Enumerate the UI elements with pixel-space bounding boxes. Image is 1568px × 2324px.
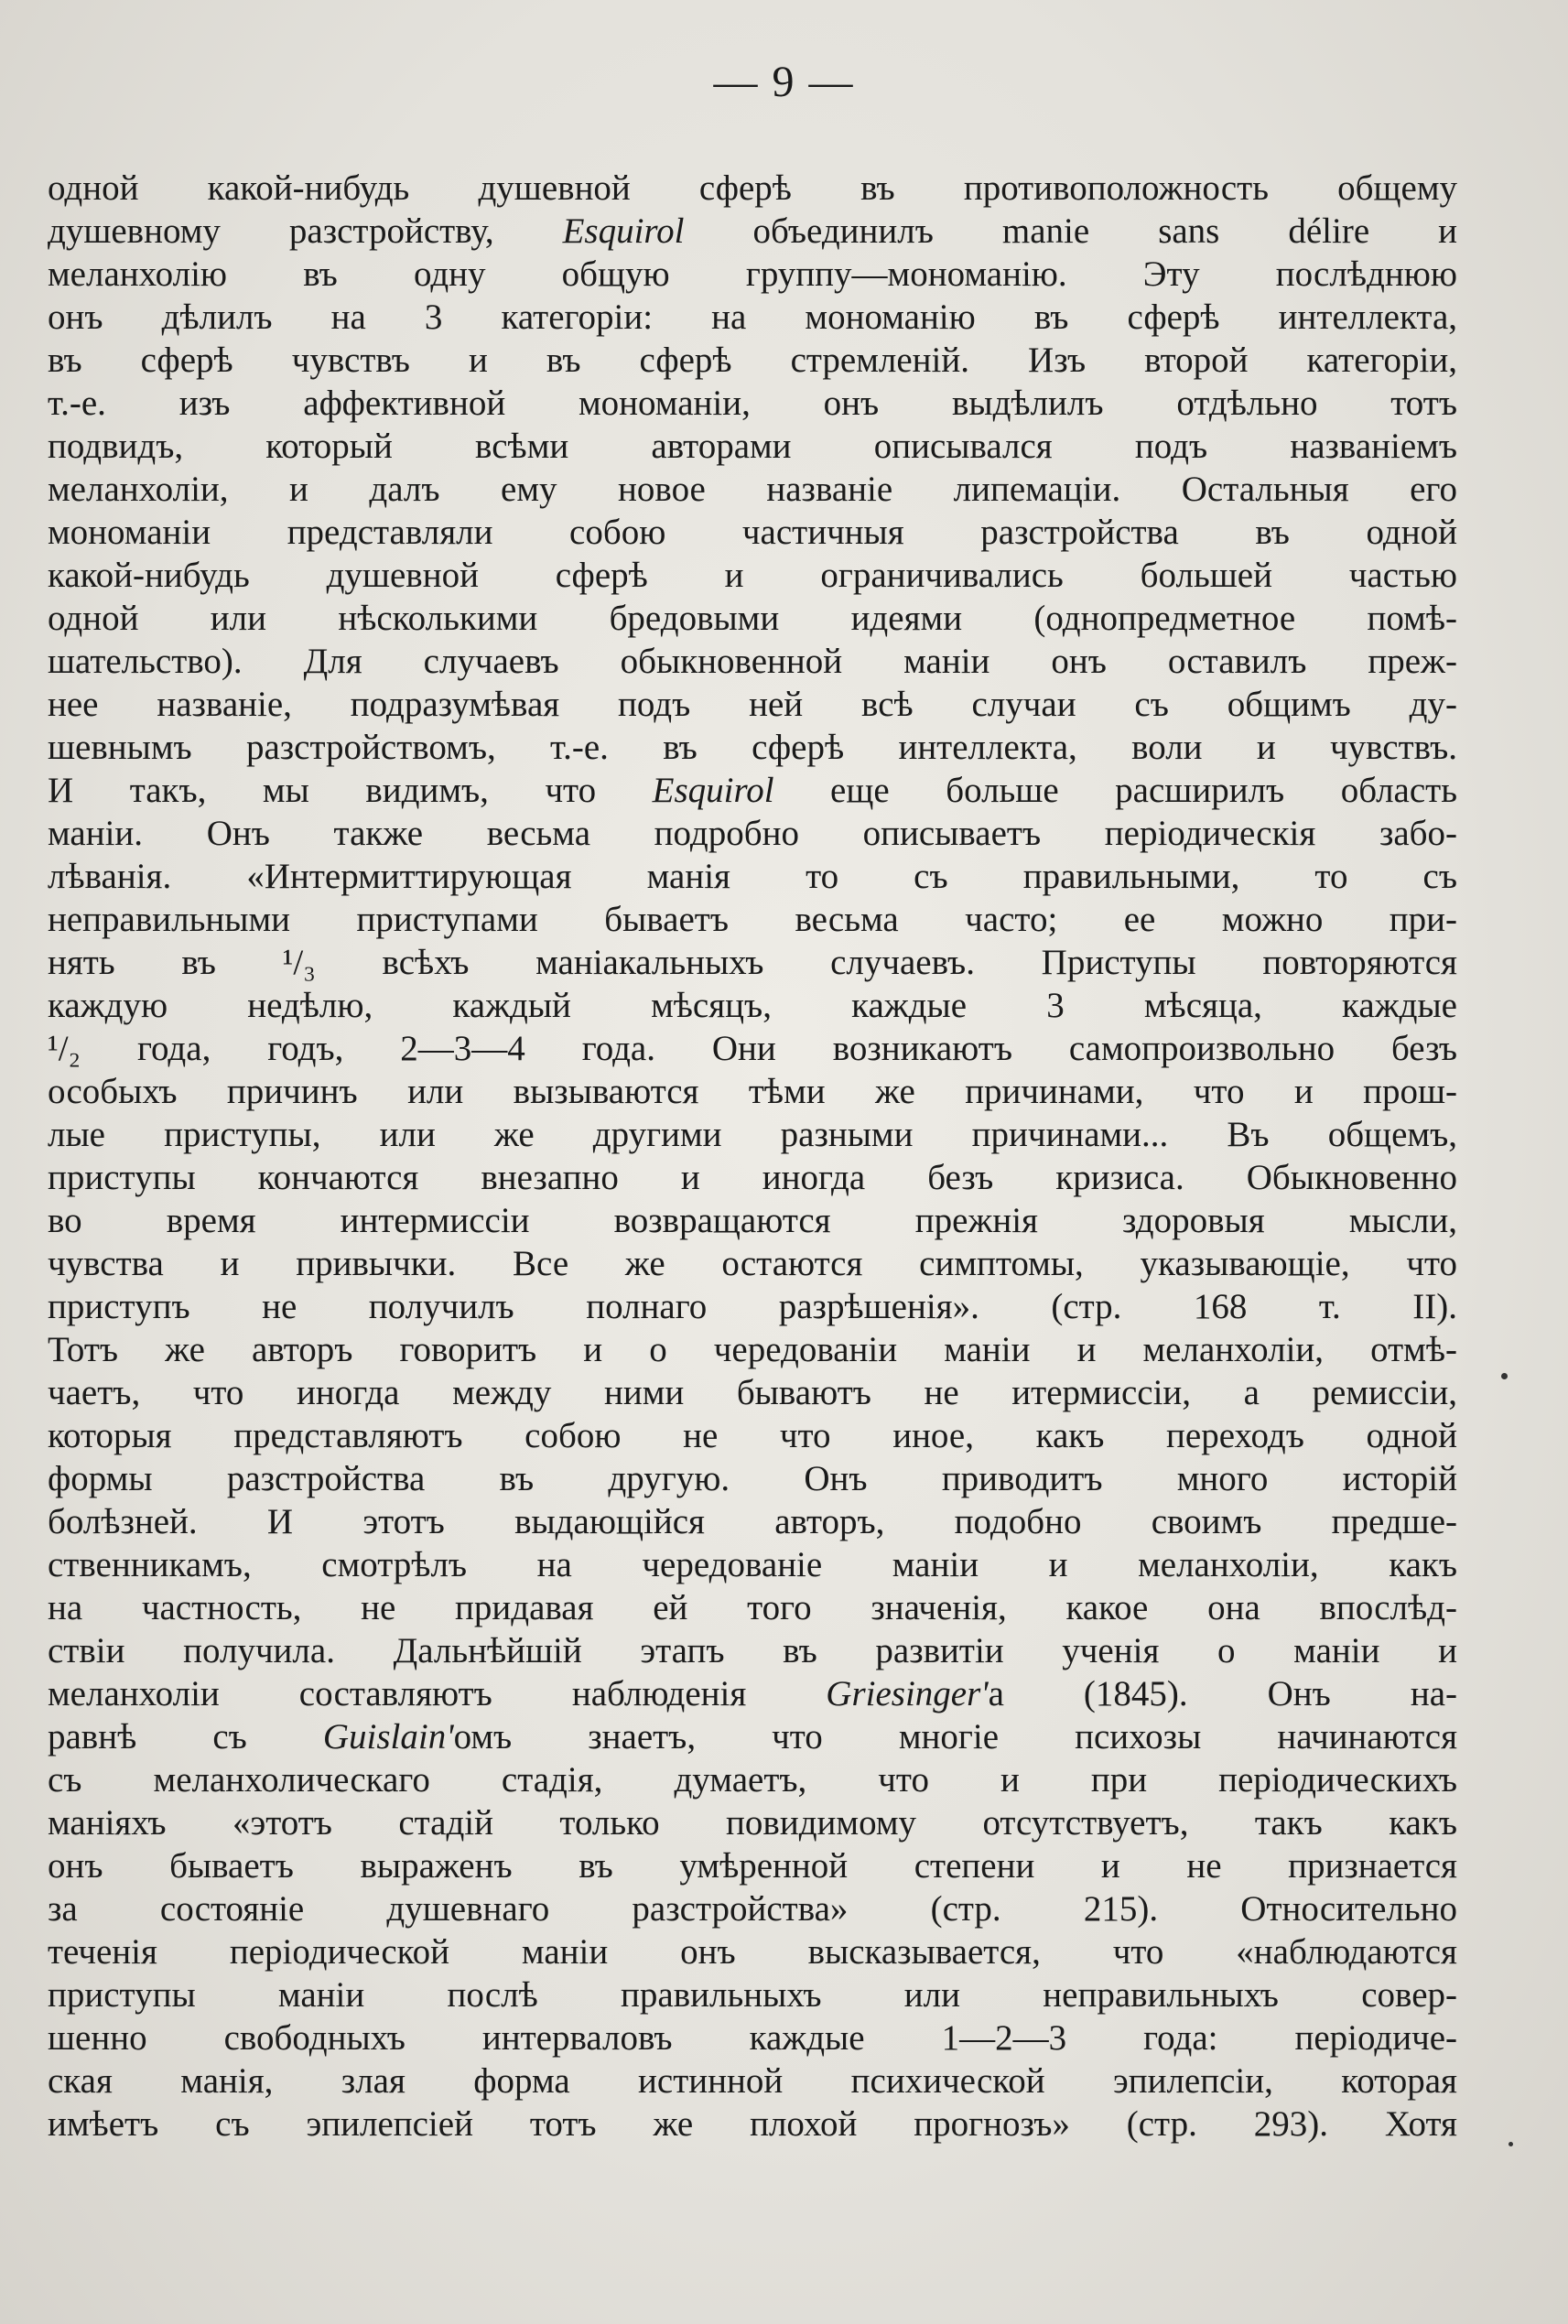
text-line [48, 1285, 1457, 1328]
text-run: маніяхъ «этотъ стадій только повидимому отсутствуетъ, такъ какъ [48, 1803, 1457, 1843]
text-run: чувства и привычки. Все же остаются симптомы, указывающіе, что [48, 1244, 1457, 1283]
text-line [48, 1715, 1457, 1758]
text-run: шательство). Для случаевъ обыкновенной маніи онъ оставилъ преж- [48, 642, 1457, 681]
italic-name: Esquirol [562, 211, 685, 251]
text-line [48, 1930, 1457, 1973]
text-line [48, 425, 1457, 468]
text-line [48, 597, 1457, 640]
text-run: одной какой-нибудь душевной сферѣ въ противоположность общему [48, 168, 1457, 208]
text-run: особыхъ причинъ или вызываются тѣми же причинами, что и прош- [48, 1072, 1457, 1111]
text-run: за состояніе душевнаго разстройства» (стр. 215). Относительно [48, 1889, 1457, 1929]
text-line [48, 2016, 1457, 2059]
text-line [48, 1027, 1457, 1070]
text-line [48, 726, 1457, 769]
text-line [48, 554, 1457, 597]
text-run: маніи. Онъ также весьма подробно описываетъ періодическія забо- [48, 814, 1457, 853]
text-line [48, 1457, 1457, 1500]
italic-name: Guislain' [322, 1717, 454, 1757]
text-line [48, 1543, 1457, 1586]
italic-name: Griesinger' [826, 1674, 989, 1713]
text-run: лѣванія. «Интермиттирующая манія то съ правильными, то съ [48, 857, 1457, 896]
text-line [48, 382, 1457, 425]
text-line [48, 1414, 1457, 1457]
text-run: шевнымъ разстройствомъ, т.-е. въ сферѣ интеллекта, воли и чувствъ. [48, 728, 1457, 767]
text-line [48, 1113, 1457, 1156]
text-run: на частность, не придавая ей того значенія, какое она впослѣд- [48, 1588, 1457, 1627]
text-line [48, 468, 1457, 511]
text-line [48, 511, 1457, 554]
text-run: приступы маніи послѣ правильныхъ или неправильныхъ совер- [48, 1975, 1457, 2015]
print-speck [1509, 2142, 1513, 2146]
text-run: во время интермиссіи возвращаются прежнія здоровыя мысли, [48, 1201, 1457, 1240]
text-run: каждую недѣлю, каждый мѣсяцъ, каждые 3 мѣсяца, каждые [48, 986, 1457, 1025]
text-run: онъ бываетъ выраженъ въ умѣренной степени и не признается [48, 1846, 1457, 1886]
text-run: имѣетъ съ эпилепсіей тотъ же плохой прогнозъ» (стр. 293). Хотя [48, 2104, 1457, 2144]
text-run: приступъ не получилъ полнаго разрѣшенія». (стр. 168 т. II). [48, 1287, 1457, 1326]
text-run: чаетъ, что иногда между ними бываютъ не итермиссіи, а ремиссіи, [48, 1373, 1457, 1412]
text-line [48, 1844, 1457, 1887]
text-run: одной или нѣсколькими бредовыми идеями (однопредметное помѣ- [48, 599, 1457, 638]
text-run: приступы кончаются внезапно и иногда безъ кризиса. Обыкновенно [48, 1158, 1457, 1197]
text-line [48, 984, 1457, 1027]
text-line [48, 1199, 1457, 1242]
text-line [48, 1973, 1457, 2016]
text-line [48, 683, 1457, 726]
text-line [48, 1156, 1457, 1199]
text-run: ская манія, злая форма истинной психической эпилепсіи, которая [48, 2061, 1457, 2101]
text-line [48, 296, 1457, 339]
text-run: Тотъ же авторъ говоритъ и о чередованіи маніи и меланхоліи, отмѣ- [48, 1330, 1457, 1369]
text-run: которыя представляютъ собою не что иное, какъ переходъ одной [48, 1416, 1457, 1455]
text-line [48, 769, 1457, 812]
text-line [48, 1371, 1457, 1414]
text-line [48, 1242, 1457, 1285]
text-run: шенно свободныхъ интерваловъ каждые 1—2—3 года: періодиче- [48, 2018, 1457, 2058]
text-run: душевному разстройству, [48, 211, 563, 251]
text-line [48, 1070, 1457, 1113]
text-run: нее названіе, подразумѣвая подъ ней всѣ случаи съ общимъ ду- [48, 685, 1457, 724]
text-run: т.-е. изъ аффективной мономаніи, онъ выдѣлилъ отдѣльно тотъ [48, 384, 1457, 423]
text-run: еще больше расширилъ область [773, 771, 1458, 810]
text-line [48, 1586, 1457, 1629]
text-line [48, 812, 1457, 855]
text-run: объединилъ manie sans délire и [684, 211, 1457, 251]
text-line [48, 2059, 1457, 2102]
page-number: — 9 — [713, 58, 855, 106]
text-line [48, 1887, 1457, 1930]
text-run: формы разстройства въ другую. Онъ приводитъ много исторій [48, 1459, 1457, 1498]
italic-name: Esquirol [652, 771, 774, 810]
text-line [48, 898, 1457, 941]
text-run: меланхолію въ одну общую группу—мономанію. Эту послѣднюю [48, 254, 1457, 294]
text-line [48, 1629, 1457, 1672]
text-run: омъ знаетъ, что многіе психозы начинаются [453, 1717, 1458, 1757]
text-run: И такъ, мы видимъ, что [48, 771, 653, 810]
text-run: болѣзней. И этотъ выдающійся авторъ, подобно своимъ предше- [48, 1502, 1457, 1541]
text-run: онъ дѣлилъ на 3 категоріи: на мономанію въ сферѣ интеллекта, [48, 297, 1457, 337]
text-line [48, 1328, 1457, 1371]
text-line [48, 167, 1457, 210]
text-line [48, 1500, 1457, 1543]
text-line [48, 941, 1457, 984]
text-run: а (1845). Онъ на- [988, 1674, 1457, 1713]
text-run: съ меланхолическаго стадія, думаетъ, что и при періодическихъ [48, 1760, 1457, 1800]
text-run: какой-нибудь душевной сферѣ и ограничивались большей частью [48, 556, 1457, 595]
text-run: ственникамъ, смотрѣлъ на чередованіе маніи и меланхоліи, какъ [48, 1545, 1457, 1584]
text-run: въ сферѣ чувствъ и въ сферѣ стремленій. Изъ второй категоріи, [48, 340, 1457, 380]
text-line [48, 1758, 1457, 1801]
text-run: мономаніи представляли собою частичныя разстройства въ одной [48, 513, 1457, 552]
print-speck [1501, 1373, 1508, 1379]
text-run: подвидъ, который всѣми авторами описывался подъ названіемъ [48, 427, 1457, 466]
text-line [48, 1801, 1457, 1844]
text-run: лые приступы, или же другими разными причинами... Въ общемъ, [48, 1115, 1457, 1154]
body-text [48, 167, 1457, 2146]
text-run: ствіи получила. Дальнѣйшій этапъ въ развитіи ученія о маніи и [48, 1631, 1457, 1670]
text-line [48, 1672, 1457, 1715]
text-line [48, 253, 1457, 296]
text-run: нять въ ¹/₃ всѣхъ маніакальныхъ случаевъ. Приступы повторяются [48, 943, 1457, 982]
text-line [48, 339, 1457, 382]
text-run: меланхоліи составляютъ наблюденія [48, 1674, 827, 1713]
text-line [48, 2102, 1457, 2146]
text-run: ¹/₂ года, годъ, 2—3—4 года. Они возникаютъ самопроизвольно безъ [48, 1029, 1457, 1068]
text-run: равнѣ съ [48, 1717, 323, 1757]
text-line [48, 855, 1457, 898]
text-run: неправильными приступами бываетъ весьма часто; ее можно при- [48, 900, 1457, 939]
text-run: меланхоліи, и далъ ему новое названіе липемаціи. Остальныя его [48, 470, 1457, 509]
text-line [48, 640, 1457, 683]
text-run: теченія періодической маніи онъ высказывается, что «наблюдаются [48, 1932, 1457, 1972]
text-line [48, 210, 1457, 253]
